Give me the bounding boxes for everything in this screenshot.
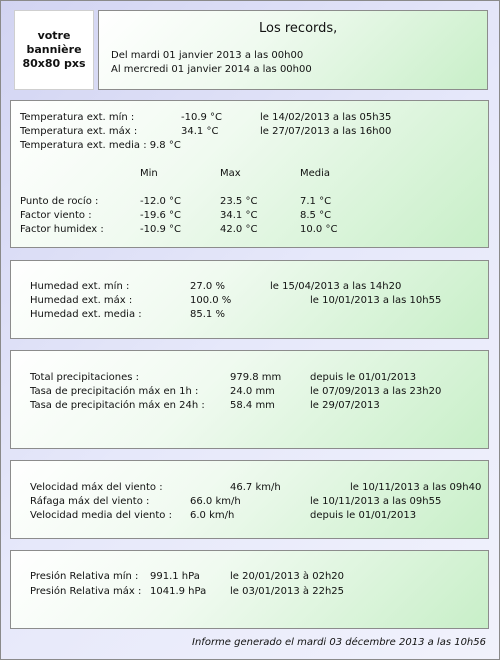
temp-mean: Temperatura ext. media : 9.8 °C — [20, 140, 181, 151]
rain-rate1h-date: le 07/09/2013 a las 23h20 — [310, 386, 442, 397]
wind-mean-label: Velocidad media del viento : — [30, 510, 172, 521]
temp-max-value: 34.1 °C — [181, 126, 219, 137]
header-panel — [98, 10, 488, 90]
records-title: Los records, — [259, 21, 338, 36]
banner-line-1: votre — [37, 29, 71, 42]
col-header-max: Max — [220, 168, 241, 179]
wind-gust-date: le 10/11/2013 a las 09h55 — [310, 496, 442, 507]
humidity-mean-label: Humedad ext. media : — [30, 309, 142, 320]
temp-max-label: Temperatura ext. máx : — [20, 126, 138, 137]
report-generated-footer: Informe generado el mardi 03 décembre 2013 a las 10h56 — [192, 637, 486, 648]
pressure-max-label: Presión Relativa máx : — [30, 586, 142, 597]
wind-mean-date: depuis le 01/01/2013 — [310, 510, 417, 521]
pressure-min-date: le 20/01/2013 à 02h20 — [230, 571, 345, 582]
banner-line-3: 80x80 pxs — [22, 57, 86, 70]
humidity-min-value: 27.0 % — [190, 281, 225, 292]
windchill-min: -19.6 °C — [140, 210, 182, 221]
dewpoint-min: -12.0 °C — [140, 196, 182, 207]
rain-total-value: 979.8 mm — [230, 372, 282, 383]
wind-max-value: 46.7 km/h — [230, 482, 281, 493]
windchill-mean: 8.5 °C — [300, 210, 332, 221]
banner-line-2: bannière — [26, 43, 82, 56]
wind-gust-label: Ráfaga máx del viento : — [30, 496, 150, 507]
wind-max-label: Velocidad máx del viento : — [30, 482, 163, 493]
humidity-mean-value: 85.1 % — [190, 309, 225, 320]
wind-max-date: le 10/11/2013 a las 09h40 — [350, 482, 482, 493]
humidex-max: 42.0 °C — [220, 224, 258, 235]
dewpoint-max: 23.5 °C — [220, 196, 258, 207]
rain-rate1h-label: Tasa de precipitación máx en 1h : — [30, 386, 199, 397]
humidity-min-date: le 15/04/2013 a las 14h20 — [270, 281, 402, 292]
humidity-max-label: Humedad ext. máx : — [30, 295, 133, 306]
dewpoint-mean: 7.1 °C — [300, 196, 332, 207]
rain-rate24h-date: le 29/07/2013 — [310, 400, 380, 411]
rain-rate24h-label: Tasa de precipitación máx en 24h : — [30, 400, 205, 411]
humidity-max-value: 100.0 % — [190, 295, 232, 306]
windchill-label: Factor viento : — [20, 210, 92, 221]
period-from: Del mardi 01 janvier 2013 a las 00h00 — [111, 50, 304, 61]
banner-placeholder — [14, 10, 94, 90]
period-to: Al mercredi 01 janvier 2014 a las 00h00 — [111, 64, 312, 75]
col-header-mean: Media — [300, 168, 331, 179]
temp-max-date: le 27/07/2013 a las 16h00 — [260, 126, 392, 137]
pressure-max-date: le 03/01/2013 à 22h25 — [230, 586, 345, 597]
wind-mean-value: 6.0 km/h — [190, 510, 235, 521]
temp-min-date: le 14/02/2013 a las 05h35 — [260, 112, 392, 123]
humidex-min: -10.9 °C — [140, 224, 182, 235]
pressure-min-label: Presión Relativa mín : — [30, 571, 139, 582]
humidex-label: Factor humidex : — [20, 224, 104, 235]
temp-min-value: -10.9 °C — [181, 112, 223, 123]
pressure-panel — [10, 550, 489, 629]
pressure-min-value: 991.1 hPa — [150, 571, 200, 582]
wind-gust-value: 66.0 km/h — [190, 496, 241, 507]
humidity-min-label: Humedad ext. mín : — [30, 281, 130, 292]
humidity-panel — [10, 260, 489, 339]
wind-panel — [10, 460, 489, 539]
col-header-min: Min — [140, 168, 158, 179]
humidex-mean: 10.0 °C — [300, 224, 338, 235]
rain-rate1h-value: 24.0 mm — [230, 386, 275, 397]
pressure-max-value: 1041.9 hPa — [150, 586, 207, 597]
humidity-max-date: le 10/01/2013 a las 10h55 — [310, 295, 442, 306]
temperature-panel — [10, 100, 489, 248]
rain-rate24h-value: 58.4 mm — [230, 400, 275, 411]
rain-total-label: Total precipitaciones : — [30, 372, 140, 383]
rain-total-date: depuis le 01/01/2013 — [310, 372, 417, 383]
rain-panel — [10, 350, 489, 449]
temp-min-label: Temperatura ext. mín : — [20, 112, 135, 123]
dewpoint-label: Punto de rocío : — [20, 196, 99, 207]
windchill-max: 34.1 °C — [220, 210, 258, 221]
